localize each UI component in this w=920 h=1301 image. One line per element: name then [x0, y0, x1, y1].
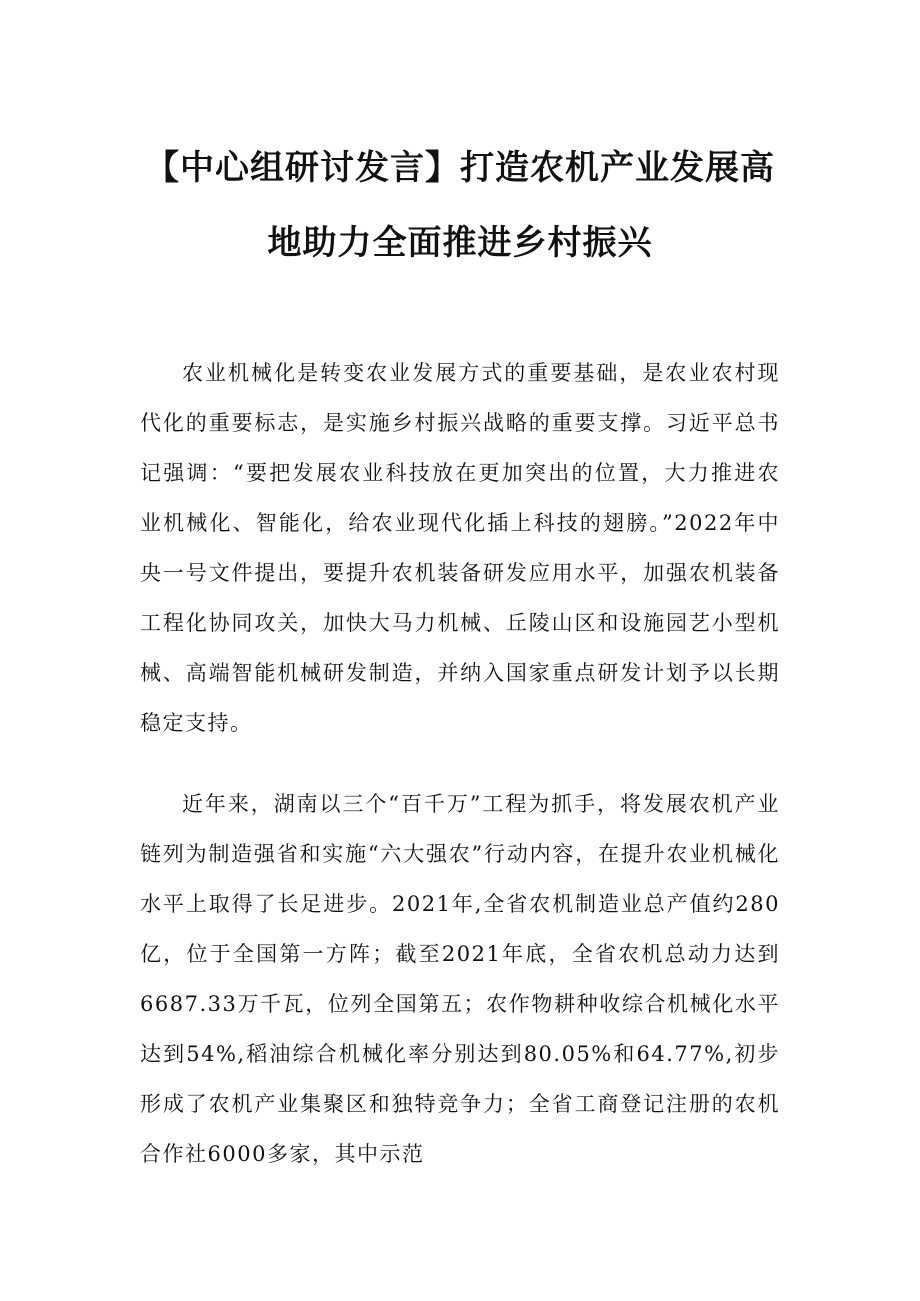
body-paragraph-1: 农业机械化是转变农业发展方式的重要基础，是农业农村现代化的重要标志，是实施乡村振兴战略的重要支撑。习近平总书记强调：“要把发展农业科技放在更加突出的位置，大力推进农业机械化、智能化，给农业现代化插上科技的翅膀。”2022年中央一号文件提出，要提升农机装备研发应用水平，加强农机装备工程化协同攻关，加快大马力机械、丘陵山区和设施园艺小型机械、高端智能机械研发制造，并纳入国家重点研发计划予以长期稳定支持。: [140, 361, 780, 735]
document-title-line-1: 【中心组研讨发言】打造农机产业发展高: [145, 148, 775, 188]
document-title-line-2: 地助力全面推进乡村振兴: [267, 223, 653, 263]
body-paragraph-2: 近年来，湖南以三个“百千万”工程为抓手，将发展农机产业链列为制造强省和实施“六大强农”行动内容，在提升农业机械化水平上取得了长足进步。2021年,全省农机制造业总产值约280亿，位于全国第一方阵；截至2021年底，全省农机总动力达到6687.33万千瓦，位列全国第五；农作物耕种收综合机械化水平达到54%,稻油综合机械化率分别达到80.05%和64.77%,初步形成了农机产业集聚区和独特竞争力；全省工商登记注册的农机合作社6000多家，其中示范: [140, 792, 780, 1166]
